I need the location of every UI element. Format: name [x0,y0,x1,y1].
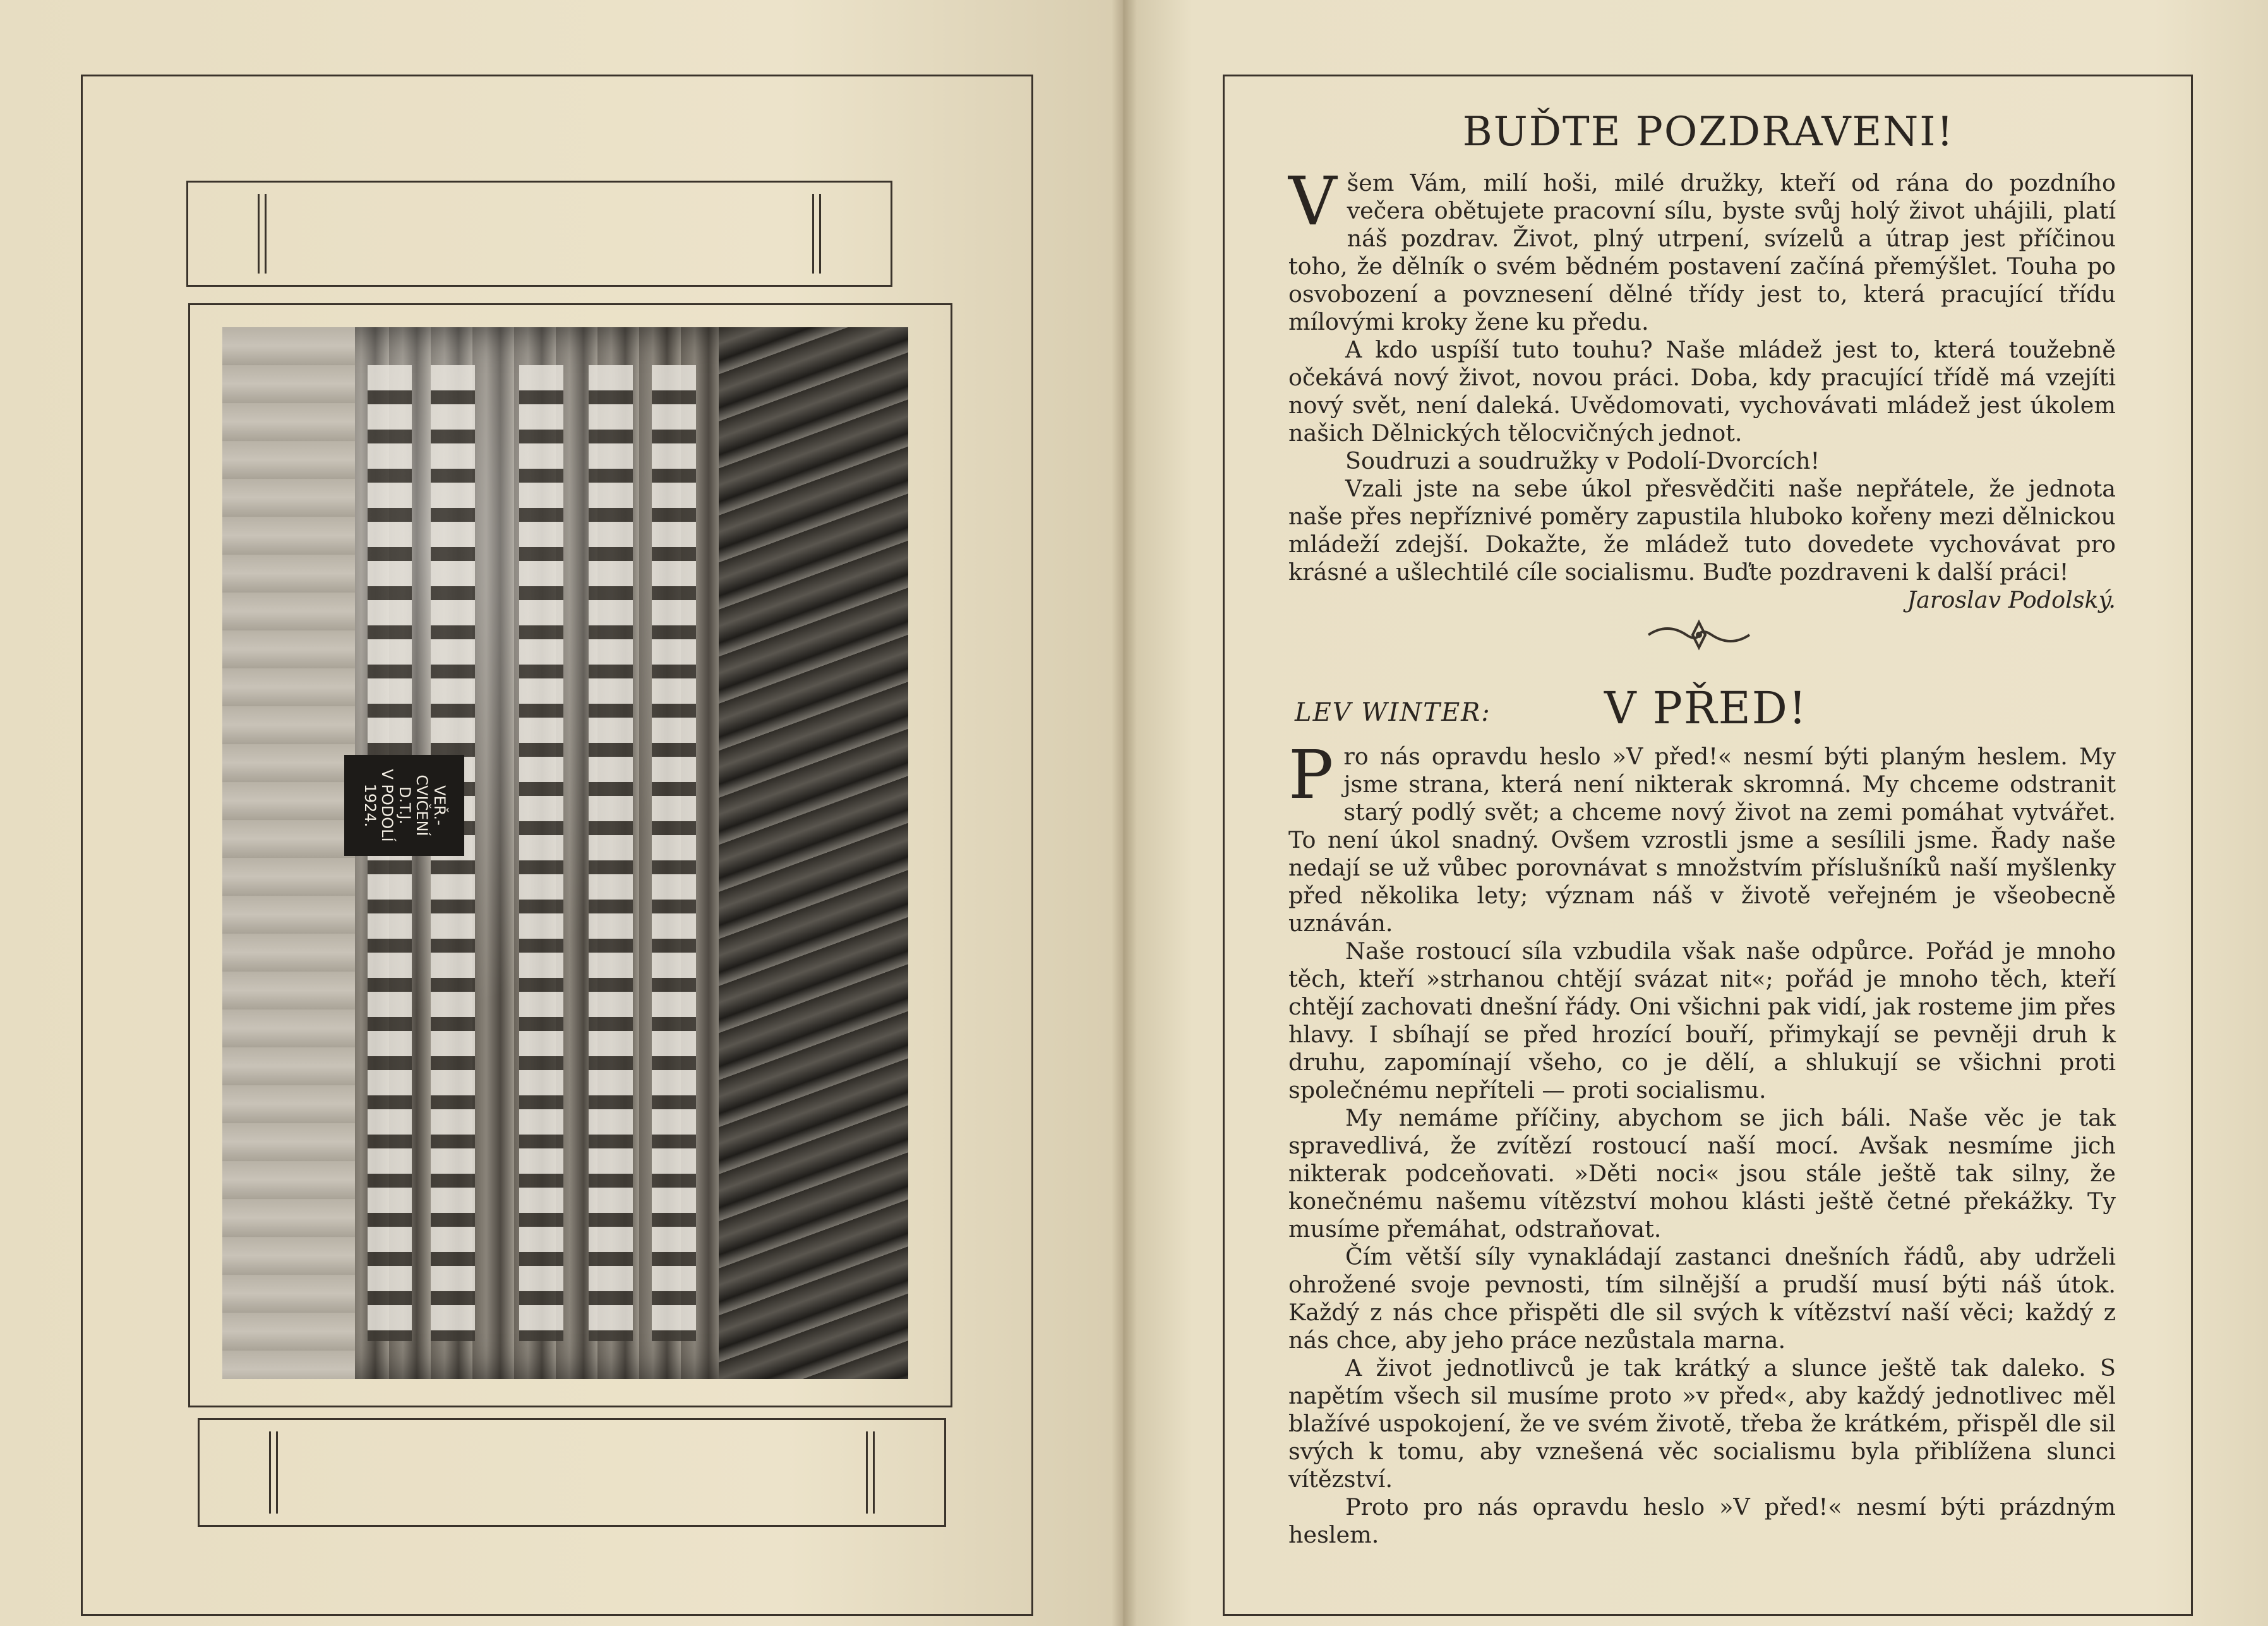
banner-line: V PODOLÍ [378,769,397,842]
article2-dropcap: P [1288,736,1334,814]
book-gutter [1112,0,1137,1626]
group-photo [222,327,908,1379]
article1-paragraph: Vzali jste na sebe úkol přesvědčiti naše nepřátele, že jednota naše přes nepříznivé poměry zapustila hluboko kořeny mezi dělnickou mládeží zdejší. Dokažte, že mládež tuto dovedete vychovávat pro krásné a ušlechtilé cíle socialismu. Buďte pozdraveni k další práci! [1288,475,2116,586]
photo-trees [719,327,908,1379]
article2-paragraph: Čím větší síly vynakládají zastanci dnešních řádů, aby udrželi ohrožené svoje pevnosti, tím silnější a prudší musí býti náš útok. Každý z nás chce přispěti dle sil svých k vítězství naší věci; každý z nás chce, aby jeho práce nezůstala marna. [1288,1243,2116,1354]
banner-line: 1924. [361,783,379,828]
signature-row [1288,586,2116,614]
article2-author: LEV WINTER: [1295,698,1491,727]
photo-banner [344,755,464,856]
article2-paragraph: A život jednotlivců je tak krátký a slunce ještě tak daleko. S napětím všech sil musíme proto »v před«, aby každý jednotlivec měl blažívé uspokojení, že ve svém životě, třeba že krátkém, přispěl dle sil svých k tomu, aby vznešená věc socialismu byla přiblížena slunci vítězství. [1288,1354,2116,1493]
article1-paragraph: šem Vám, milí hoši, milé družky, kteří od rána do pozdního večera obětujete pracovní sílu, byste svůj holý život uhájili, platí náš pozdrav. Život, plný utrpení, svízelů a útrap jest příčinou toho, že dělník o svém bědném postavení začíná přemýšlet. Touha po osvobození a povznesení dělné třídy jest to, která pracující třídu mílovými kroky žene ku předu. [1288,169,2116,335]
double-rule [269,1431,278,1514]
article1-signature: Jaroslav Podolský. [1907,586,2116,613]
photo-people-row [589,365,633,1341]
article2-paragraph: ro nás opravdu heslo »V před!« nesmí býti planým heslem. My jsme strana, která není nikterak skromná. My chceme odstranit starý podlý svět; a chceme nový život na zemi pomáhat vytvářet. To není úkol snadný. Ovšem vzrostli jsme a sesílili jsme. Řady naše nedají se už vůbec porovnávat s množstvím příslušníků naší myšlenky před několika lety; význam náš v životě veřejném je všeobecně uznáván. [1288,743,2116,937]
double-rule [812,194,821,274]
article2-paragraph: Naše rostoucí síla vzbudila však naše odpůrce. Pořád je mnoho těch, kteří »strhanou chtějí svázat nit«; pořád je mnoho těch, kteří chtějí zachovati dnešní řády. Oni všichni pak vidí, jak rosteme jim přes hlavy. I sbíhají se před hrozící bouří, přimykají se pevněji druh k druhu, zapomínají všeho, co je dělí, a shlukují se všichni proti společnému nepříteli — proti socialismu. [1288,937,2116,1104]
photo-ground [222,327,355,1379]
banner-line: D.T.J. [395,786,414,825]
article2-body [1288,736,2116,1549]
ornament-icon [1642,616,1756,654]
banner-line: VEŘ.-CVIČENÍ [413,774,448,836]
photo-people-row [652,365,696,1341]
article1-body [1288,162,2116,614]
article1-title: BUĎTE POZDRAVENI! [1462,109,1955,155]
double-rule [258,194,267,274]
article1-dropcap: V [1288,162,1337,240]
photo-people-row [519,365,563,1341]
article1-paragraph: Soudruzi a soudružky v Podolí-Dvorcích! [1345,447,1820,474]
double-rule [866,1431,875,1514]
article2-paragraph: Proto pro nás opravdu heslo »V před!« nesmí býti prázdným heslem. [1288,1493,2116,1548]
top-decorative-box [186,181,892,287]
bottom-decorative-box [198,1418,946,1527]
article2-paragraph: My nemáme příčiny, abychom se jich báli. Naše věc je tak spravedlivá, že zvítězí rostoucí naší mocí. Avšak nesmíme jich nikterak podceňovati. »Děti noci« jsou stále ještě tak silny, že konečnému našemu vítězství mohou klásti ještě četné překážky. Ty musíme přemáhat, odstraňovat. [1288,1104,2116,1243]
article2-title: V PŘED! [1604,682,1808,734]
article1-paragraph: A kdo uspíší tuto touhu? Naše mládež jest to, která toužebně očekává nový život, novou práci. Doba, kdy pracující třídě má vzejíti nový svět, není daleká. Uvědomovati, vychovávati mládež jest úkolem našich Dělnických tělocvičných jednot. [1288,336,2116,447]
